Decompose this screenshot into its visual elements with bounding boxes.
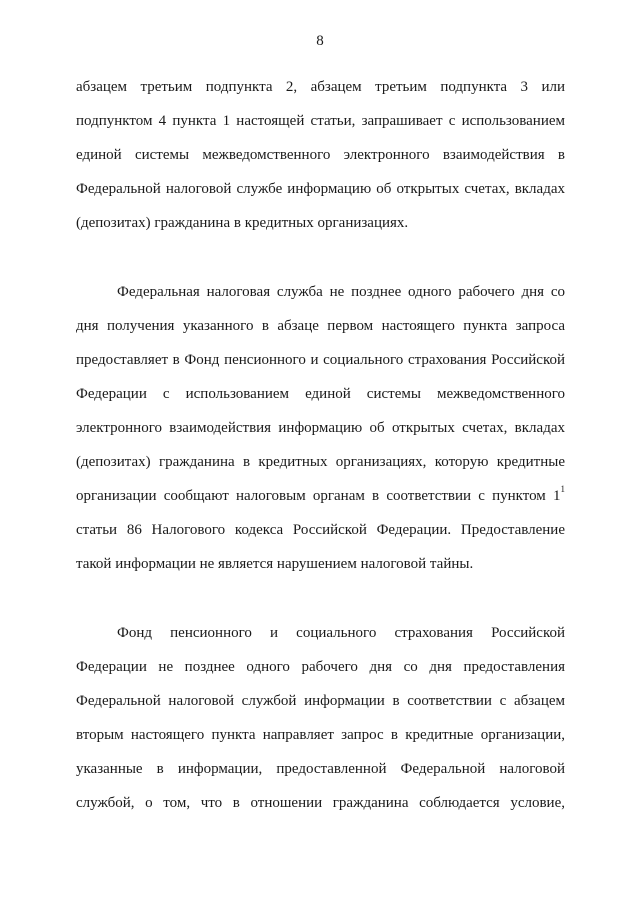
text-line: Федерации не позднее одного рабочего дня со дня предоставления [76, 658, 565, 675]
text-line: организации сообщают налоговым органам в соответствии с пунктом 1 [76, 488, 561, 505]
footnote-superscript: 1 [560, 484, 565, 495]
text-line: абзацем третьим подпункта 2, абзацем третьим подпункта 3 или [76, 79, 565, 95]
page-number: 8 [316, 33, 324, 49]
text-line: дня получения указанного в абзаце первом настоящего пункта запроса [76, 317, 565, 334]
text-line: Федеральная налоговая служба не позднее одного рабочего дня со [117, 283, 565, 300]
text-line: Фонд пенсионного и социального страхования Российской [117, 624, 565, 641]
text-line: службой, о том, что в отношении гражданина соблюдается условие, [76, 794, 565, 811]
text-line: (депозитах) гражданина в кредитных организациях. [76, 215, 409, 232]
paragraph-3 [76, 616, 565, 821]
text-line: предоставляет в Фонд пенсионного и социального страхования Российской [76, 351, 565, 368]
paragraph-1 [76, 70, 565, 240]
text-line: вторым настоящего пункта направляет запрос в кредитные организации, [76, 726, 565, 743]
text-line: такой информации не является нарушением налоговой тайны. [76, 556, 474, 573]
paragraph-gap [76, 240, 565, 274]
paragraph-2 [76, 275, 565, 582]
text-line: электронного взаимодействия информацию об открытых счетах, вкладах [76, 419, 565, 436]
text-line: Федерации с использованием единой системы межведомственного [76, 385, 565, 402]
text-line: статьи 86 Налогового кодекса Российской Федерации. Предоставление [76, 522, 565, 539]
text-line: (депозитах) гражданина в кредитных организациях, которую кредитные [76, 454, 565, 471]
text-line: единой системы межведомственного электронного взаимодействия в [76, 147, 565, 164]
paragraph-gap [76, 581, 565, 615]
body-text [76, 70, 565, 820]
text-line: Федеральной налоговой службой информации в соответствии с абзацем [76, 692, 565, 709]
text-line-with-footnote [76, 479, 565, 513]
text-line: подпунктом 4 пункта 1 настоящей статьи, запрашивает с использованием [76, 113, 565, 130]
text-line: указанные в информации, предоставленной Федеральной налоговой [76, 760, 565, 777]
text-line: Федеральной налоговой службе информацию об открытых счетах, вкладах [76, 181, 565, 198]
